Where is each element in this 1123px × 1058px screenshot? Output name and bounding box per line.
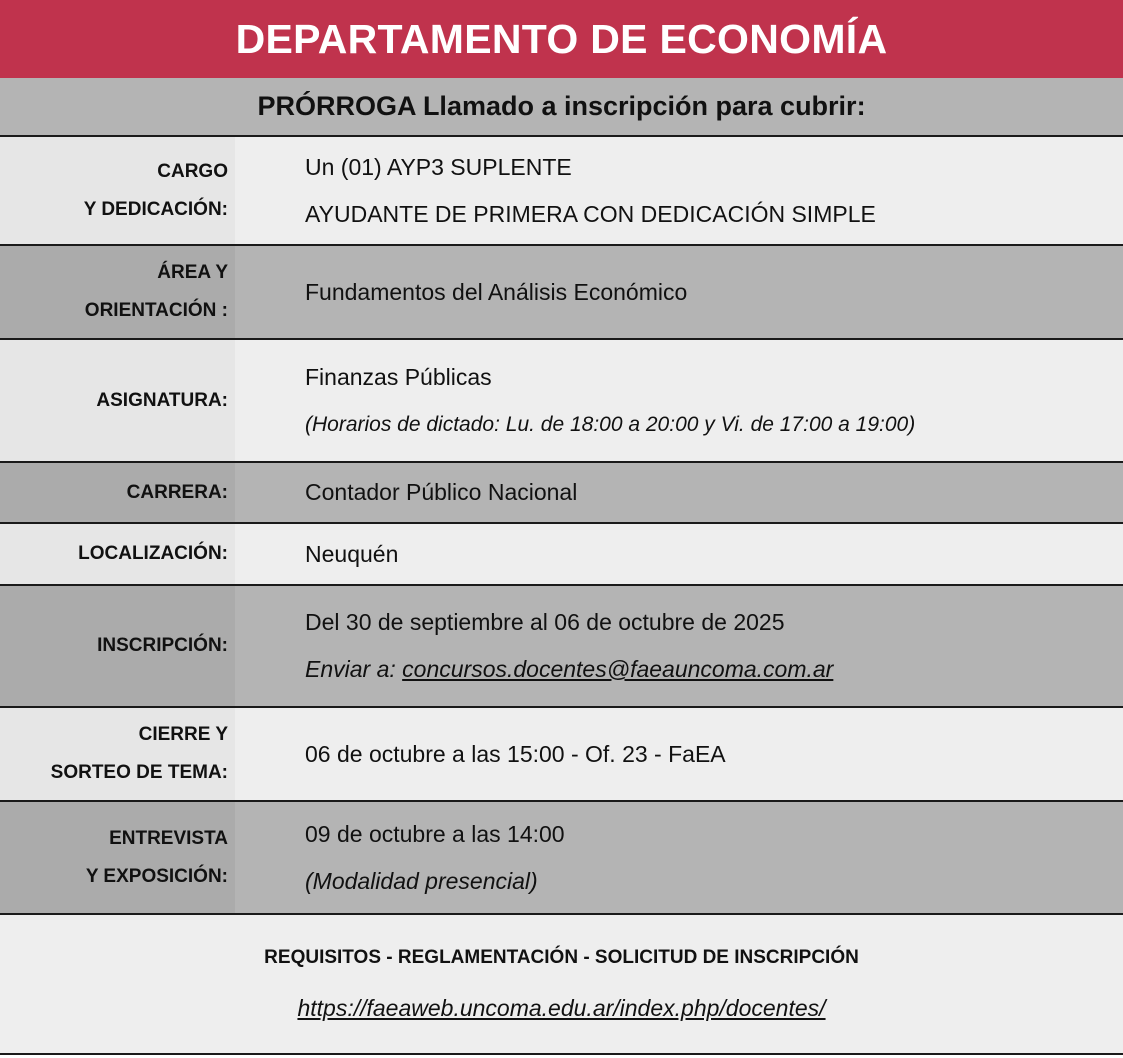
label-line: SORTEO DE TEMA: — [50, 762, 228, 783]
row-value — [235, 586, 1123, 706]
row-label — [0, 586, 235, 706]
label-line: ÁREA Y — [157, 262, 228, 283]
value-line: 06 de octubre a las 15:00 - Of. 23 - FaEA — [305, 740, 726, 767]
label-line: ASIGNATURA: — [96, 389, 228, 411]
row-carrera — [0, 463, 1123, 524]
value-line: Finanzas Públicas — [305, 363, 492, 390]
modality-note: (Modalidad presencial) — [305, 867, 538, 894]
requirements-heading: REQUISITOS - REGLAMENTACIÓN - SOLICITUD DE INSCRIPCIÓN — [264, 946, 859, 968]
send-to-line — [305, 646, 1123, 693]
email-link[interactable]: concursos.docentes@faeauncoma.com.ar — [402, 656, 834, 682]
row-label — [0, 524, 235, 584]
docentes-link[interactable]: https://faeaweb.uncoma.edu.ar/index.php/docentes/ — [297, 994, 826, 1021]
row-value — [235, 340, 1123, 461]
label-line: Y EXPOSICIÓN: — [85, 865, 228, 887]
row-entrevista — [0, 802, 1123, 915]
row-value — [235, 246, 1123, 338]
row-label — [0, 463, 235, 522]
row-cargo — [0, 137, 1123, 246]
row-label — [0, 802, 235, 913]
row-value — [235, 137, 1123, 244]
page-title: DEPARTAMENTO DE ECONOMÍA — [0, 0, 1123, 78]
label-line: Y DEDICACIÓN: — [83, 198, 228, 220]
label-line: ORIENTACIÓN : — [84, 300, 228, 321]
row-localizacion — [0, 524, 1123, 586]
row-value — [235, 802, 1123, 913]
value-line: Fundamentos del Análisis Económico — [305, 278, 688, 305]
send-to-prefix: Enviar a: — [305, 656, 403, 682]
row-area — [0, 246, 1123, 340]
label-line: ENTREVISTA — [109, 827, 228, 849]
label-line: CARRERA: — [126, 481, 228, 503]
row-label — [0, 340, 235, 461]
label-line: CARGO — [157, 160, 228, 182]
value-line: 09 de octubre a las 14:00 — [305, 820, 565, 847]
value-line: Contador Público Nacional — [305, 479, 578, 505]
value-line: Del 30 de septiembre al 06 de octubre de 2025 — [305, 609, 785, 635]
row-value — [235, 524, 1123, 584]
schedule-note: (Horarios de dictado: Lu. de 18:00 a 20:00 y Vi. de 17:00 a 19:00) — [305, 412, 916, 436]
row-label — [0, 246, 235, 338]
label-line: INSCRIPCIÓN: — [97, 635, 228, 656]
row-asignatura — [0, 340, 1123, 463]
row-label — [0, 708, 235, 800]
page-subtitle: PRÓRROGA Llamado a inscripción para cubrir: — [0, 78, 1123, 137]
value-line: Neuquén — [305, 540, 399, 567]
label-line: CIERRE Y — [138, 724, 228, 745]
label-line: LOCALIZACIÓN: — [78, 543, 228, 564]
row-value — [235, 708, 1123, 800]
value-line: Un (01) AYP3 SUPLENTE — [305, 153, 572, 180]
row-inscripcion — [0, 586, 1123, 708]
row-cierre — [0, 708, 1123, 802]
row-label — [0, 137, 235, 244]
row-value — [235, 463, 1123, 522]
footer — [0, 915, 1123, 1055]
value-line: AYUDANTE DE PRIMERA CON DEDICACIÓN SIMPLE — [305, 200, 876, 227]
